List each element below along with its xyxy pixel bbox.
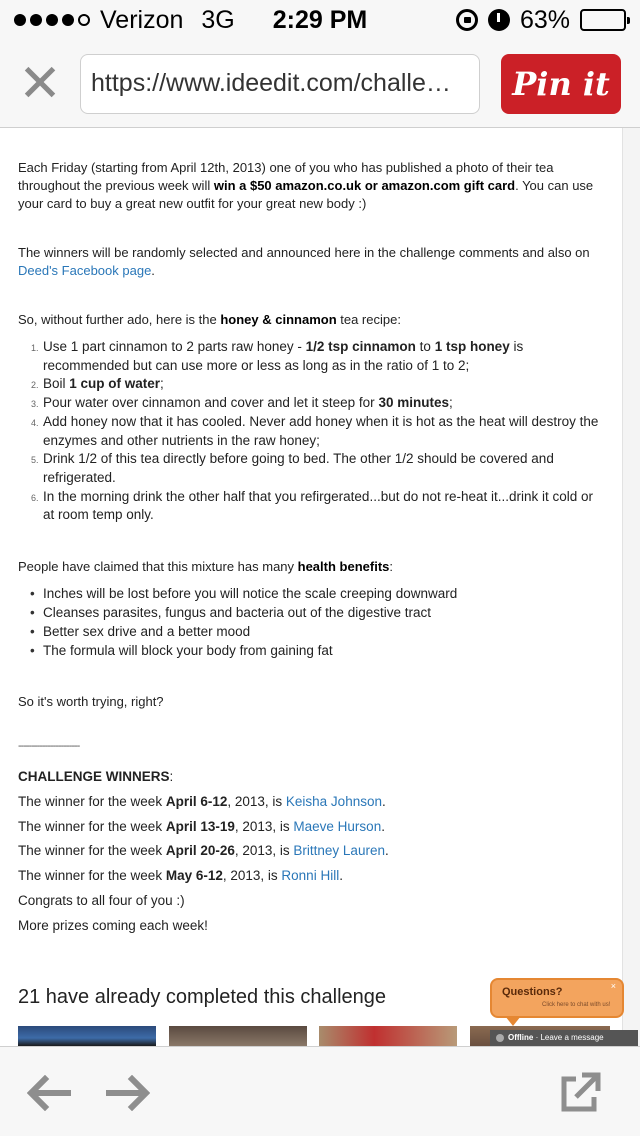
prize-text: Each Friday (starting from April 12th, 2013) one of you who has published a photo of their tea throughout the previous week will — [18, 160, 554, 193]
article-page — [0, 128, 623, 1046]
participant-photo[interactable] — [18, 1026, 156, 1046]
divider-line: ----------------------- — [18, 740, 80, 752]
recipe-intro-text: So, without further ado, here is the — [18, 312, 221, 327]
recipe-name: honey & cinnamon — [220, 312, 337, 327]
recipe-step: 6. In the morning drink the other half that you refirgerated...but do not re-heat it...drink it cold or at room temp only. — [31, 488, 594, 523]
benefits-intro-text: People have claimed that this mixture has many — [18, 559, 298, 574]
winners-heading: CHALLENGE WINNERS: — [18, 769, 174, 784]
completed-heading: 21 have already completed this challenge — [18, 986, 387, 1008]
winner-row: The winner for the week April 20-26, 2013, is Brittney Lauren. — [18, 843, 389, 858]
benefit-item: • Inches will be lost before you will notice the scale creeping downward — [18, 584, 603, 603]
offline-status: Offline — [508, 1033, 534, 1042]
participant-photo[interactable] — [169, 1026, 307, 1046]
participant-photo[interactable] — [319, 1026, 457, 1046]
carrier-name: Verizon — [100, 5, 184, 34]
benefits-intro — [18, 558, 608, 576]
winner-link[interactable]: Maeve Hurson — [293, 819, 382, 834]
winner-link[interactable]: Ronni Hill — [281, 868, 340, 883]
worth-trying-text: So it's worth trying, right? — [18, 694, 164, 709]
url-field[interactable]: https://www.ideedit.com/challe… — [80, 54, 480, 114]
recipe-step: 5. Drink 1/2 of this tea directly before going to bed. The other 1/2 should be covered and refrigerated. — [31, 451, 554, 485]
prize-text-end: . You can use your card to buy a great new outfit for your great new body :) — [18, 178, 594, 211]
network-type: 3G — [201, 5, 235, 34]
browser-url-bar — [0, 40, 640, 128]
offline-message: · Leave a message — [533, 1033, 604, 1042]
congrats-text: Congrats to all four of you :) — [18, 893, 185, 908]
announcement-end: . — [151, 263, 155, 278]
status-bar — [0, 0, 640, 40]
chat-bubble-tail — [505, 1016, 521, 1026]
forward-arrow-icon[interactable] — [100, 1065, 156, 1121]
winners-heading-text: CHALLENGE WINNERS — [18, 769, 170, 784]
recipe-steps — [18, 338, 603, 525]
winner-row: The winner for the week May 6-12, 2013, is Ronni Hill. — [18, 868, 343, 883]
benefits-highlight: health benefits — [297, 559, 390, 574]
back-arrow-icon[interactable] — [21, 1065, 77, 1121]
chat-title: Questions? — [502, 986, 563, 998]
chat-offline-bar[interactable] — [490, 1030, 638, 1046]
facebook-page-link[interactable]: Deed's Facebook page — [18, 263, 152, 278]
recipe-step: 1. Use 1 part cinnamon to 2 parts raw honey - 1/2 tsp cinnamon to 1 tsp honey is recommended but can use more or less as long as in the ratio of 1 to 2; — [31, 339, 524, 373]
recipe-step: 4. Add honey now that it has cooled. Never add honey when it is hot as the heat will destroy the enzymes and other nutrients in the raw honey; — [31, 413, 599, 448]
pin-it-button[interactable]: Pin it — [501, 54, 621, 114]
winners-announcement-paragraph — [18, 244, 608, 280]
clock: 2:29 PM — [272, 5, 368, 34]
benefits-intro-end: : — [389, 559, 394, 574]
web-content[interactable] — [0, 128, 640, 1046]
prize-highlight: win a $50 amazon.co.uk or amazon.com gift card — [213, 178, 516, 193]
battery-icon — [580, 9, 626, 31]
winner-link[interactable]: Keisha Johnson — [285, 794, 382, 809]
winner-link[interactable]: Brittney Lauren — [293, 843, 385, 858]
close-icon[interactable]: ✕ — [18, 54, 62, 113]
open-external-icon[interactable] — [552, 1065, 608, 1121]
rotation-lock-icon — [456, 9, 478, 31]
alarm-icon — [488, 9, 510, 31]
winner-row: The winner for the week April 13-19, 2013, is Maeve Hurson. — [18, 819, 385, 834]
recipe-intro — [18, 311, 608, 329]
signal-strength-icon — [14, 14, 90, 26]
chat-close-icon[interactable]: × — [610, 981, 616, 991]
benefits-list — [18, 584, 603, 660]
recipe-intro-end: tea recipe: — [336, 312, 401, 327]
questions-chat-bubble[interactable] — [490, 978, 624, 1018]
browser-toolbar — [0, 1046, 640, 1136]
prize-paragraph — [18, 159, 608, 213]
battery-percent: 63% — [519, 5, 570, 34]
announcement-text: The winners will be randomly selected and announced here in the challenge comments and also on — [18, 245, 590, 260]
benefit-item: • The formula will block your body from gaining fat — [18, 641, 603, 660]
chat-subtitle: Click here to chat with us! — [542, 1002, 611, 1008]
benefit-item: • Cleanses parasites, fungus and bacteria out of the digestive tract — [18, 603, 603, 622]
more-prizes-text: More prizes coming each week! — [18, 918, 208, 933]
winner-row: The winner for the week April 6-12, 2013, is Keisha Johnson. — [18, 794, 386, 809]
page-margin — [623, 128, 640, 1046]
recipe-step: 2. Boil 1 cup of water; — [31, 376, 164, 392]
recipe-step: 3. Pour water over cinnamon and cover and let it steep for 30 minutes; — [31, 395, 453, 411]
benefit-item: • Better sex drive and a better mood — [18, 622, 603, 641]
